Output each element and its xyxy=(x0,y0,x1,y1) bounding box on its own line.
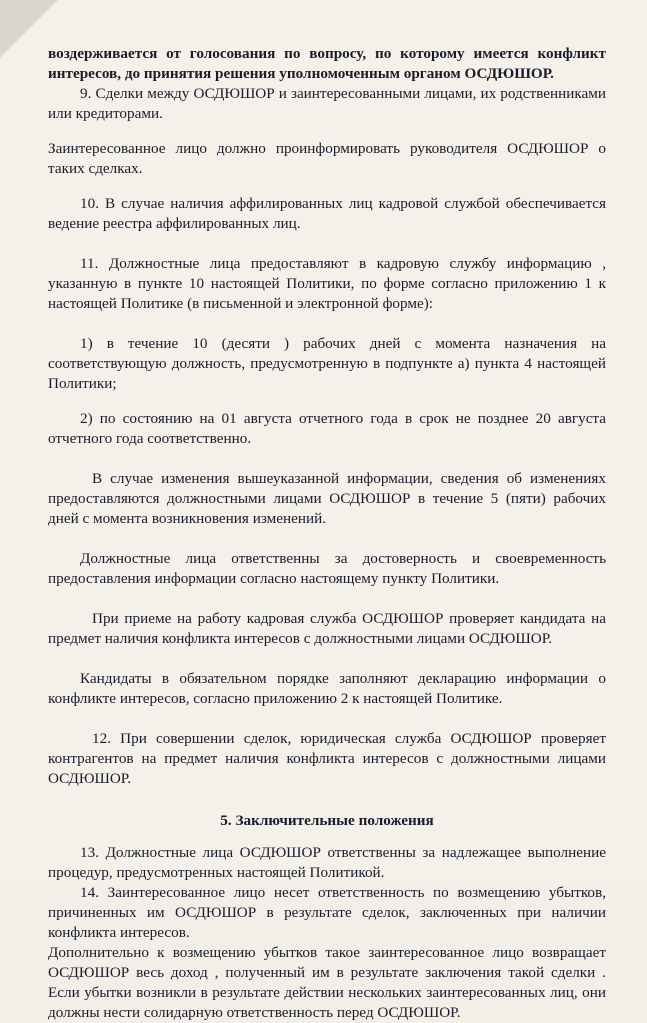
paragraph-item-11: 11. Должностные лица предоставляют в кадровую службу информацию , указанную в пункте 10 настоящей Политики, по форме согласно приложению 1 к настоящей Политике (в письменной и электронной форме): xyxy=(48,255,606,312)
section-heading: 5. Заключительные положения xyxy=(220,812,434,829)
paragraph-item-13: 13. Должностные лица ОСДЮШОР ответственны за надлежащее выполнение процедур, предусмотренных настоящей Политикой. xyxy=(48,844,606,881)
paragraph-item-11-2: 2) по состоянию на 01 августа отчетного года в срок не позднее 20 августа отчетного года соответственно. xyxy=(48,410,606,447)
paragraph-responsibility: Должностные лица ответственны за достоверность и своевременность предоставления информации согласно настоящему пункту Политики. xyxy=(48,550,606,587)
paragraph-inform-manager: Заинтересованное лицо должно проинформировать руководителя ОСДЮШОР о таких сделках. xyxy=(48,140,606,177)
document-body xyxy=(48,44,606,1023)
paragraph-candidates: Кандидаты в обязательном порядке заполняют декларацию информации о конфликте интересов, согласно приложению 2 к настоящей Политике. xyxy=(48,670,606,707)
paragraph-continuation: воздерживается от голосования по вопросу, по которому имеется конфликт интересов, до принятия решения уполномоченным органом ОСДЮШОР. xyxy=(48,45,606,82)
paragraph-item-9: 9. Сделки между ОСДЮШОР и заинтересованными лицами, их родственниками или кредиторами. xyxy=(48,85,606,122)
paragraph-item-12: 12. При совершении сделок, юридическая служба ОСДЮШОР проверяет контрагентов на предмет наличия конфликта интересов с должностными лицами ОСДЮШОР. xyxy=(48,730,606,787)
paragraph-changes: В случае изменения вышеуказанной информации, сведения об изменениях предоставляются должностными лицами ОСДЮШОР в течение 5 (пяти) рабочих дней с момента возникновения изменений. xyxy=(48,470,606,527)
paragraph-hiring-check: При приеме на работу кадровая служба ОСДЮШОР проверяет кандидата на предмет наличия конфликта интересов с должностными лицами ОСДЮШОР. xyxy=(48,610,606,647)
paragraph-additional: Дополнительно к возмещению убытков такое заинтересованное лицо возвращает ОСДЮШОР весь доход , полученный им в результате заключения такой сделки . Если убытки возникли в результате действии нескольких заинтересованных лиц, они должны нести солидарную ответственность перед ОСДЮШОР. xyxy=(48,944,606,1021)
paragraph-item-14: 14. Заинтересованное лицо несет ответственность по возмещению убытков, причиненных им ОСДЮШОР в результате сделок, заключенных при наличии конфликта интересов. xyxy=(48,884,606,941)
paragraph-item-10: 10. В случае наличия аффилированных лиц кадровой службой обеспечивается ведение реестра аффилированных лиц. xyxy=(48,195,606,232)
paragraph-item-11-1: 1) в течение 10 (десяти ) рабочих дней с момента назначения на соответствующую должность, предусмотренную в подпункте а) пункта 4 настоящей Политики; xyxy=(48,335,606,392)
